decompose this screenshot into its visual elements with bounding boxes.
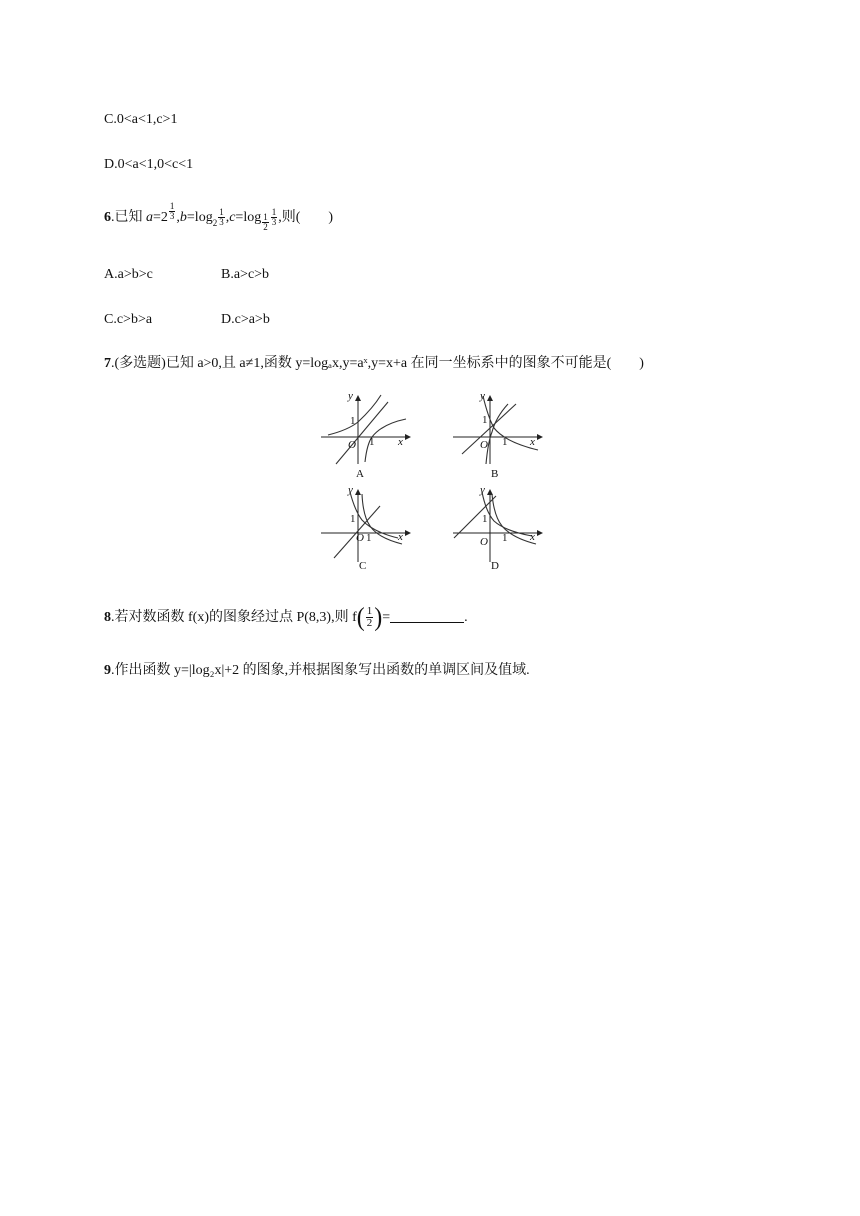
- q6-option-b: B.a>c>b: [221, 267, 270, 282]
- q6-b-base: 2: [212, 218, 218, 228]
- graph-d-y-label: y: [480, 484, 485, 496]
- q6-option-d: D.c>a>b: [221, 312, 270, 327]
- q6-b-arg-num: 1: [219, 207, 224, 218]
- q6-b-arg-den: 3: [219, 217, 224, 228]
- graph-a-caption: A: [356, 468, 364, 480]
- q8-stem-text: .若对数函数 f(x)的图象经过点 P(8,3),则 f: [111, 610, 357, 625]
- q6-var-b: b: [179, 210, 187, 225]
- graph-c-caption: C: [359, 560, 367, 572]
- q6-exp-den: 3: [169, 211, 175, 222]
- graph-d-one-y: 1: [482, 513, 488, 525]
- graph-d-caption: D: [491, 560, 499, 572]
- q7-graph-d: [450, 486, 550, 576]
- q8-arg-den: 2: [366, 617, 373, 630]
- q7-number: 7: [104, 356, 111, 371]
- graph-d-origin: O: [480, 536, 488, 548]
- q6-stem-pre: .已知: [111, 210, 146, 225]
- graph-a-one-y: 1: [350, 415, 356, 427]
- q6-c-arg-den: 3: [271, 217, 277, 228]
- q7-stem-text: .(多选题)已知 a>0,且 a≠1,函数 y=logₐx,y=aˣ,y=x+a 在同一坐标系中的图象不可能是( ): [111, 356, 644, 371]
- q6-tail: ,则( ): [278, 210, 334, 225]
- graph-d-x-label: x: [530, 531, 535, 543]
- q6-eq-b: =log: [186, 210, 213, 225]
- q6-var-a: a: [146, 210, 153, 225]
- q8-equals: =: [382, 610, 391, 625]
- graph-a-y-label: y: [348, 390, 353, 402]
- graph-b-log: [486, 404, 508, 464]
- q6-exponent: [168, 201, 177, 222]
- q6-option-a: A.a>b>c: [104, 267, 153, 282]
- q6-eq-a: =2: [153, 210, 168, 225]
- q6-eq-c: =log: [235, 210, 262, 225]
- graph-b-one-y: 1: [482, 414, 488, 426]
- graph-a-origin: O: [348, 439, 356, 451]
- q6-c-base-den: 2: [263, 222, 268, 233]
- graph-b-origin: O: [480, 439, 488, 451]
- q7-stem: [104, 354, 644, 374]
- q6-option-c: C.c>b>a: [104, 312, 153, 327]
- q8-right-paren: ): [374, 603, 383, 633]
- graph-a-x-label: x: [398, 436, 403, 448]
- q6-c-base-num: 1: [263, 212, 268, 223]
- graph-c-y-label: y: [348, 484, 353, 496]
- q8-end: .: [464, 610, 468, 625]
- graph-d-one-x: 1: [502, 532, 508, 544]
- graph-c-one-x: 1: [366, 532, 372, 544]
- q6-number: 6: [104, 210, 111, 225]
- q6-stem: 6.已知 a=2 $^{\frac{1}{3}}$ $,b=\log_2$ $\frac{1}{3}$ ,c=log $\frac{1}{2}$ $\frac{1}{3}$ ,则( ): [104, 201, 334, 233]
- q6-var-c: c: [229, 210, 236, 225]
- q8-arg-num: 1: [366, 605, 373, 618]
- q8-left-paren: (: [356, 603, 365, 633]
- q8-number: 8: [104, 610, 111, 625]
- q7-graph-a: [318, 392, 418, 482]
- q9-number: 9: [104, 663, 111, 678]
- graph-b-x-label: x: [530, 436, 535, 448]
- q9-stem-text: .作出函数 y=|log₂x|+2 的图象,并根据图象写出函数的单调区间及值域.: [111, 663, 530, 678]
- graph-c-origin: O: [356, 532, 364, 544]
- graph-a-one-x: 1: [369, 436, 375, 448]
- graph-b-line: [462, 404, 516, 454]
- graph-b-caption: B: [491, 468, 499, 480]
- q8-answer-blank[interactable]: [390, 608, 464, 623]
- q8-stem: [104, 604, 468, 632]
- q5-option-c: C.0<a<1,c>1: [104, 112, 178, 127]
- graph-a-line: [336, 402, 388, 464]
- q6-exp-num: 1: [169, 201, 175, 212]
- q9-stem: [104, 661, 530, 681]
- q7-graph-b: [450, 392, 550, 482]
- graph-c-one-y: 1: [350, 513, 356, 525]
- q5-option-d: D.0<a<1,0<c<1: [104, 157, 194, 172]
- graph-b-one-x: 1: [502, 436, 508, 448]
- q6-c-arg-num: 1: [271, 207, 277, 218]
- q7-graph-c: [318, 486, 418, 576]
- graph-c-x-label: x: [398, 531, 403, 543]
- graph-b-y-label: y: [480, 390, 485, 402]
